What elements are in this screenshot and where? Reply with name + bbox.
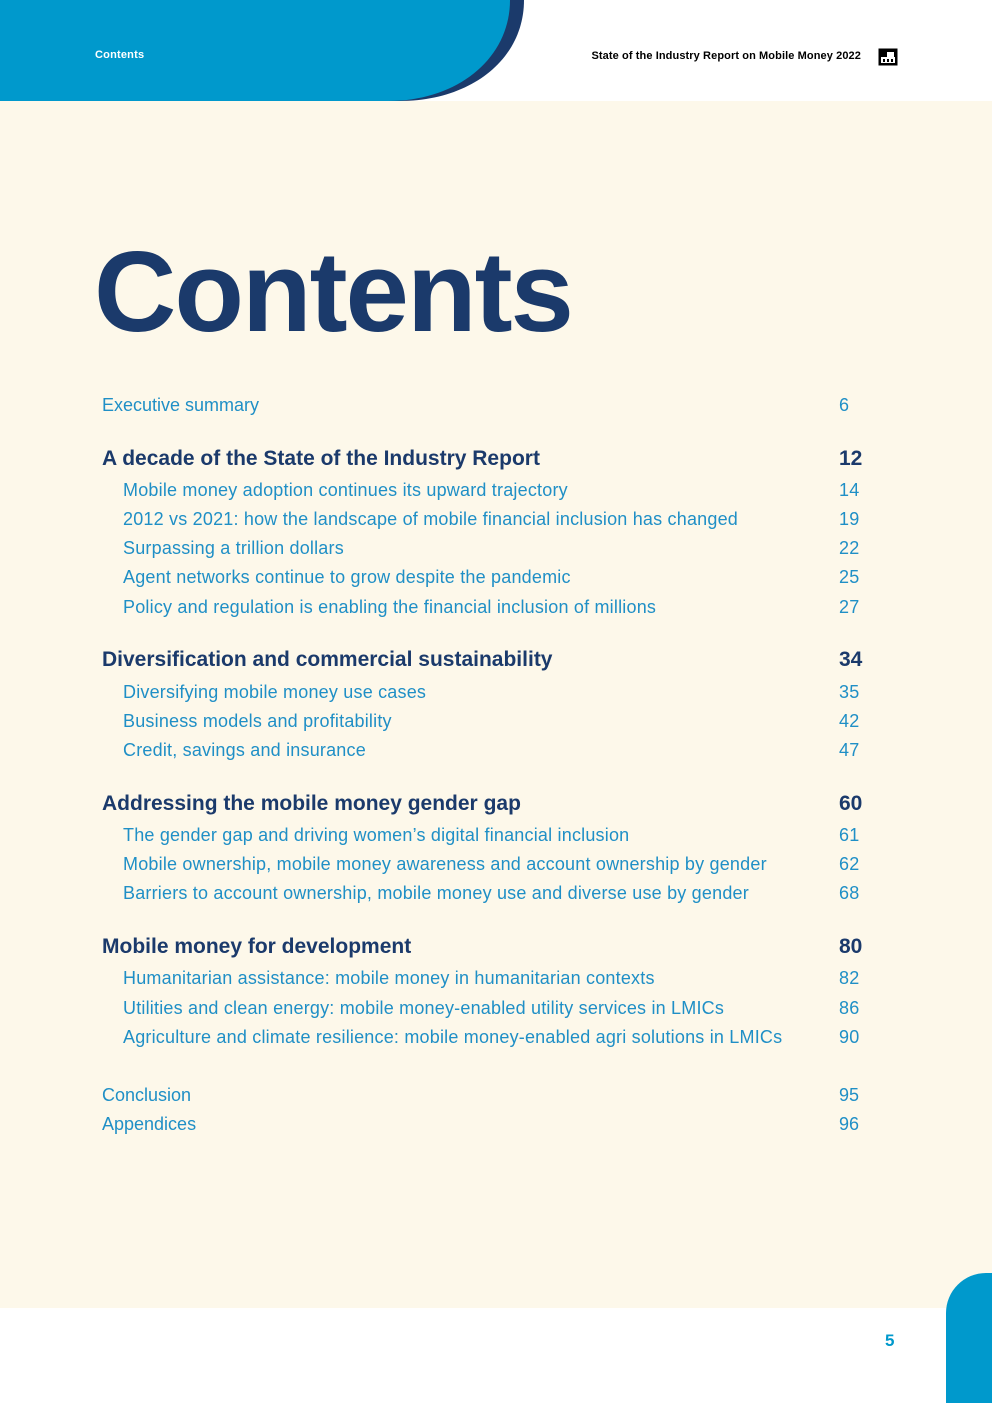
toc-subentry[interactable] <box>0 964 992 992</box>
footer-tab-shape <box>946 1273 992 1403</box>
toc-subentry-page: 82 <box>839 968 860 988</box>
toc-subentry[interactable] <box>0 476 992 504</box>
toc-subentry-label: Mobile ownership, mobile money awareness and account ownership by gender <box>123 854 767 874</box>
toc-subentry[interactable] <box>0 1023 992 1051</box>
toc-subentry[interactable] <box>0 736 992 764</box>
toc-subentry-label: Agent networks continue to grow despite the pandemic <box>123 567 571 587</box>
toc-subentry-label: Mobile money adoption continues its upward trajectory <box>123 480 568 500</box>
toc-section-page: 12 <box>839 447 863 470</box>
toc-subentry-page: 42 <box>839 711 860 731</box>
toc-subentry-page: 86 <box>839 998 860 1018</box>
toc-entry-page: 95 <box>839 1085 860 1105</box>
toc-subentry-label: Barriers to account ownership, mobile money use and diverse use by gender <box>123 883 749 903</box>
page-title: Contents <box>94 229 572 356</box>
toc-subentry[interactable] <box>0 707 992 735</box>
toc-subentry-page: 14 <box>839 480 860 500</box>
toc-subentry-label: Business models and profitability <box>123 711 392 731</box>
toc-section-page: 80 <box>839 935 863 958</box>
toc-section-page: 60 <box>839 792 863 815</box>
toc-subentry-label: Policy and regulation is enabling the financial inclusion of millions <box>123 597 657 617</box>
toc-subentry[interactable] <box>0 534 992 562</box>
toc-subentry-label: Credit, savings and insurance <box>123 740 366 760</box>
page-header <box>0 0 992 101</box>
header-section-label: Contents <box>95 49 145 61</box>
toc-entry-page: 96 <box>839 1114 860 1134</box>
toc-section-label: Mobile money for development <box>102 935 412 958</box>
toc-subentry[interactable] <box>0 563 992 591</box>
toc-entry-label: Conclusion <box>102 1085 192 1105</box>
toc-subentry-label: Surpassing a trillion dollars <box>123 538 344 558</box>
toc-subentry-page: 47 <box>839 740 860 760</box>
toc-subentry-label: The gender gap and driving women’s digital financial inclusion <box>123 825 630 845</box>
toc-subentry-page: 90 <box>839 1027 860 1047</box>
toc-entry-label: Executive summary <box>102 395 260 415</box>
toc-entry-executive-summary[interactable] <box>0 391 992 419</box>
page-number: 5 <box>885 1331 895 1350</box>
toc-section-diversification[interactable] <box>0 646 992 674</box>
toc-subentry-page: 19 <box>839 509 860 529</box>
toc-subentry-page: 61 <box>839 825 860 845</box>
toc-subentry-page: 62 <box>839 854 860 874</box>
toc-subentry[interactable] <box>0 879 992 907</box>
toc-section-gender-gap[interactable] <box>0 790 992 818</box>
toc-section-label: Addressing the mobile money gender gap <box>102 792 521 815</box>
toc-subentry-label: Humanitarian assistance: mobile money in humanitarian contexts <box>123 968 655 988</box>
toc-section-development[interactable] <box>0 933 992 961</box>
toc-entry-page: 6 <box>839 395 850 415</box>
toc-subentry[interactable] <box>0 821 992 849</box>
toc-subentry-page: 35 <box>839 682 860 702</box>
toc-subentry[interactable] <box>0 678 992 706</box>
toc-subentry[interactable] <box>0 994 992 1022</box>
toc-subentry-label: 2012 vs 2021: how the landscape of mobile financial inclusion has changed <box>123 509 739 529</box>
toc-subentry-page: 22 <box>839 538 860 558</box>
toc-section-label: A decade of the State of the Industry Report <box>102 447 540 470</box>
toc-subentry[interactable] <box>0 505 992 533</box>
home-icon[interactable] <box>878 48 898 66</box>
toc-entry-label: Appendices <box>102 1114 197 1134</box>
toc-subentry[interactable] <box>0 593 992 621</box>
toc-entry-conclusion[interactable] <box>0 1081 992 1109</box>
toc-subentry[interactable] <box>0 850 992 878</box>
toc-subentry-page: 68 <box>839 883 860 903</box>
toc-subentry-label: Agriculture and climate resilience: mobile money-enabled agri solutions in LMICs <box>123 1027 783 1047</box>
toc-subentry-label: Utilities and clean energy: mobile money-enabled utility services in LMICs <box>123 998 725 1018</box>
header-report-title: State of the Industry Report on Mobile Money 2022 <box>591 50 861 62</box>
toc-entry-appendices[interactable] <box>0 1110 992 1138</box>
toc-subentry-page: 27 <box>839 597 860 617</box>
toc-section-page: 34 <box>839 648 863 671</box>
toc-section-label: Diversification and commercial sustainability <box>102 648 553 671</box>
toc-subentry-label: Diversifying mobile money use cases <box>123 682 427 702</box>
toc-subentry-page: 25 <box>839 567 860 587</box>
toc-section-decade-report[interactable] <box>0 445 992 473</box>
